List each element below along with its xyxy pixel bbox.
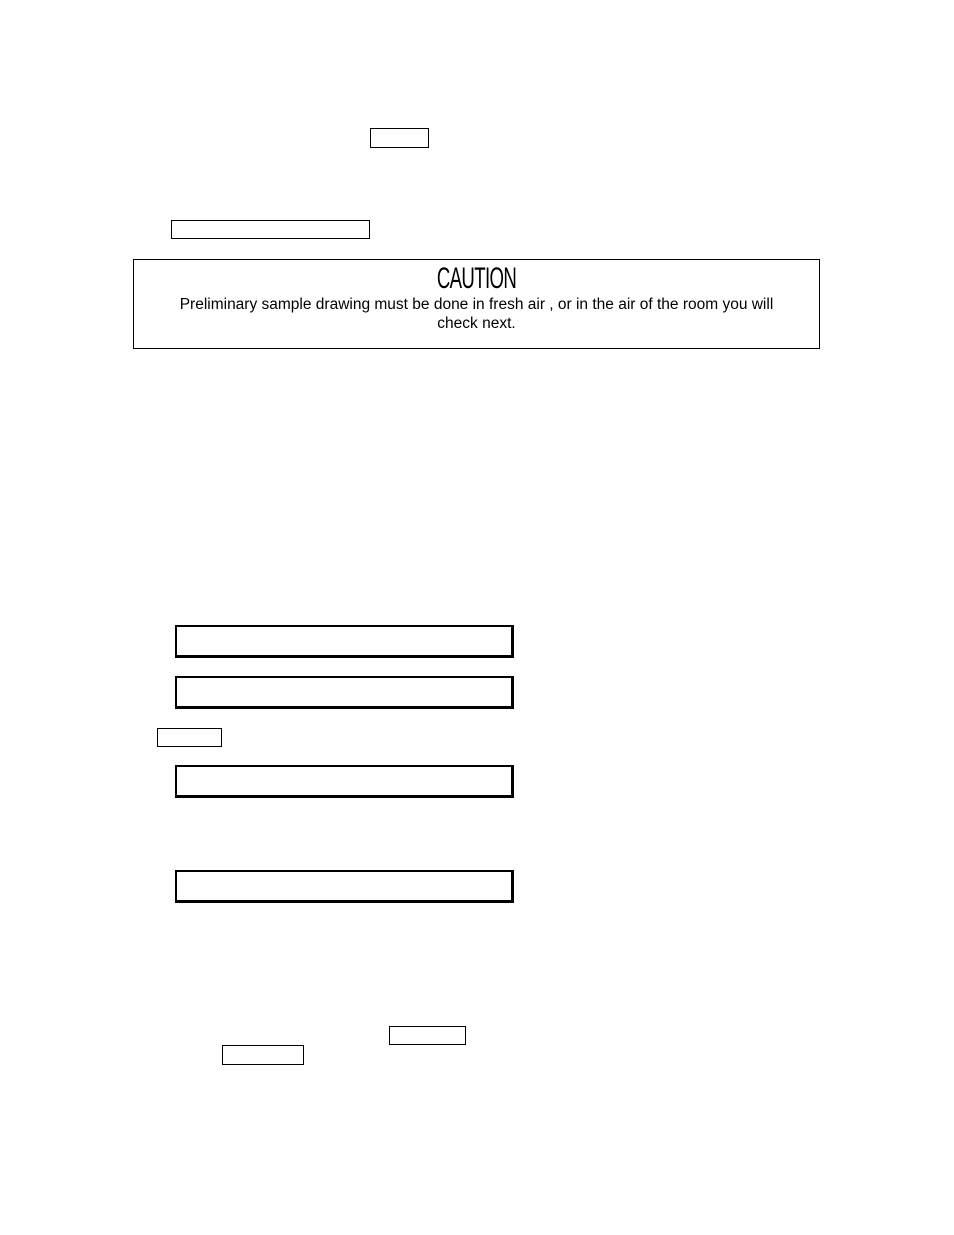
text-field-1[interactable]: [370, 128, 429, 148]
text-field-3[interactable]: [157, 728, 222, 747]
caution-text: Preliminary sample drawing must be done in fresh air , or in the air of the room you will check next.: [179, 296, 774, 332]
caution-box: [133, 259, 820, 349]
input-field-2[interactable]: [175, 676, 514, 709]
input-field-3[interactable]: [175, 765, 514, 798]
input-field-1[interactable]: [175, 625, 514, 658]
text-field-2[interactable]: [171, 220, 370, 239]
caution-title: CAUTION: [436, 262, 517, 295]
text-field-4[interactable]: [389, 1026, 466, 1045]
input-field-4[interactable]: [175, 870, 514, 903]
text-field-5[interactable]: [222, 1045, 304, 1065]
